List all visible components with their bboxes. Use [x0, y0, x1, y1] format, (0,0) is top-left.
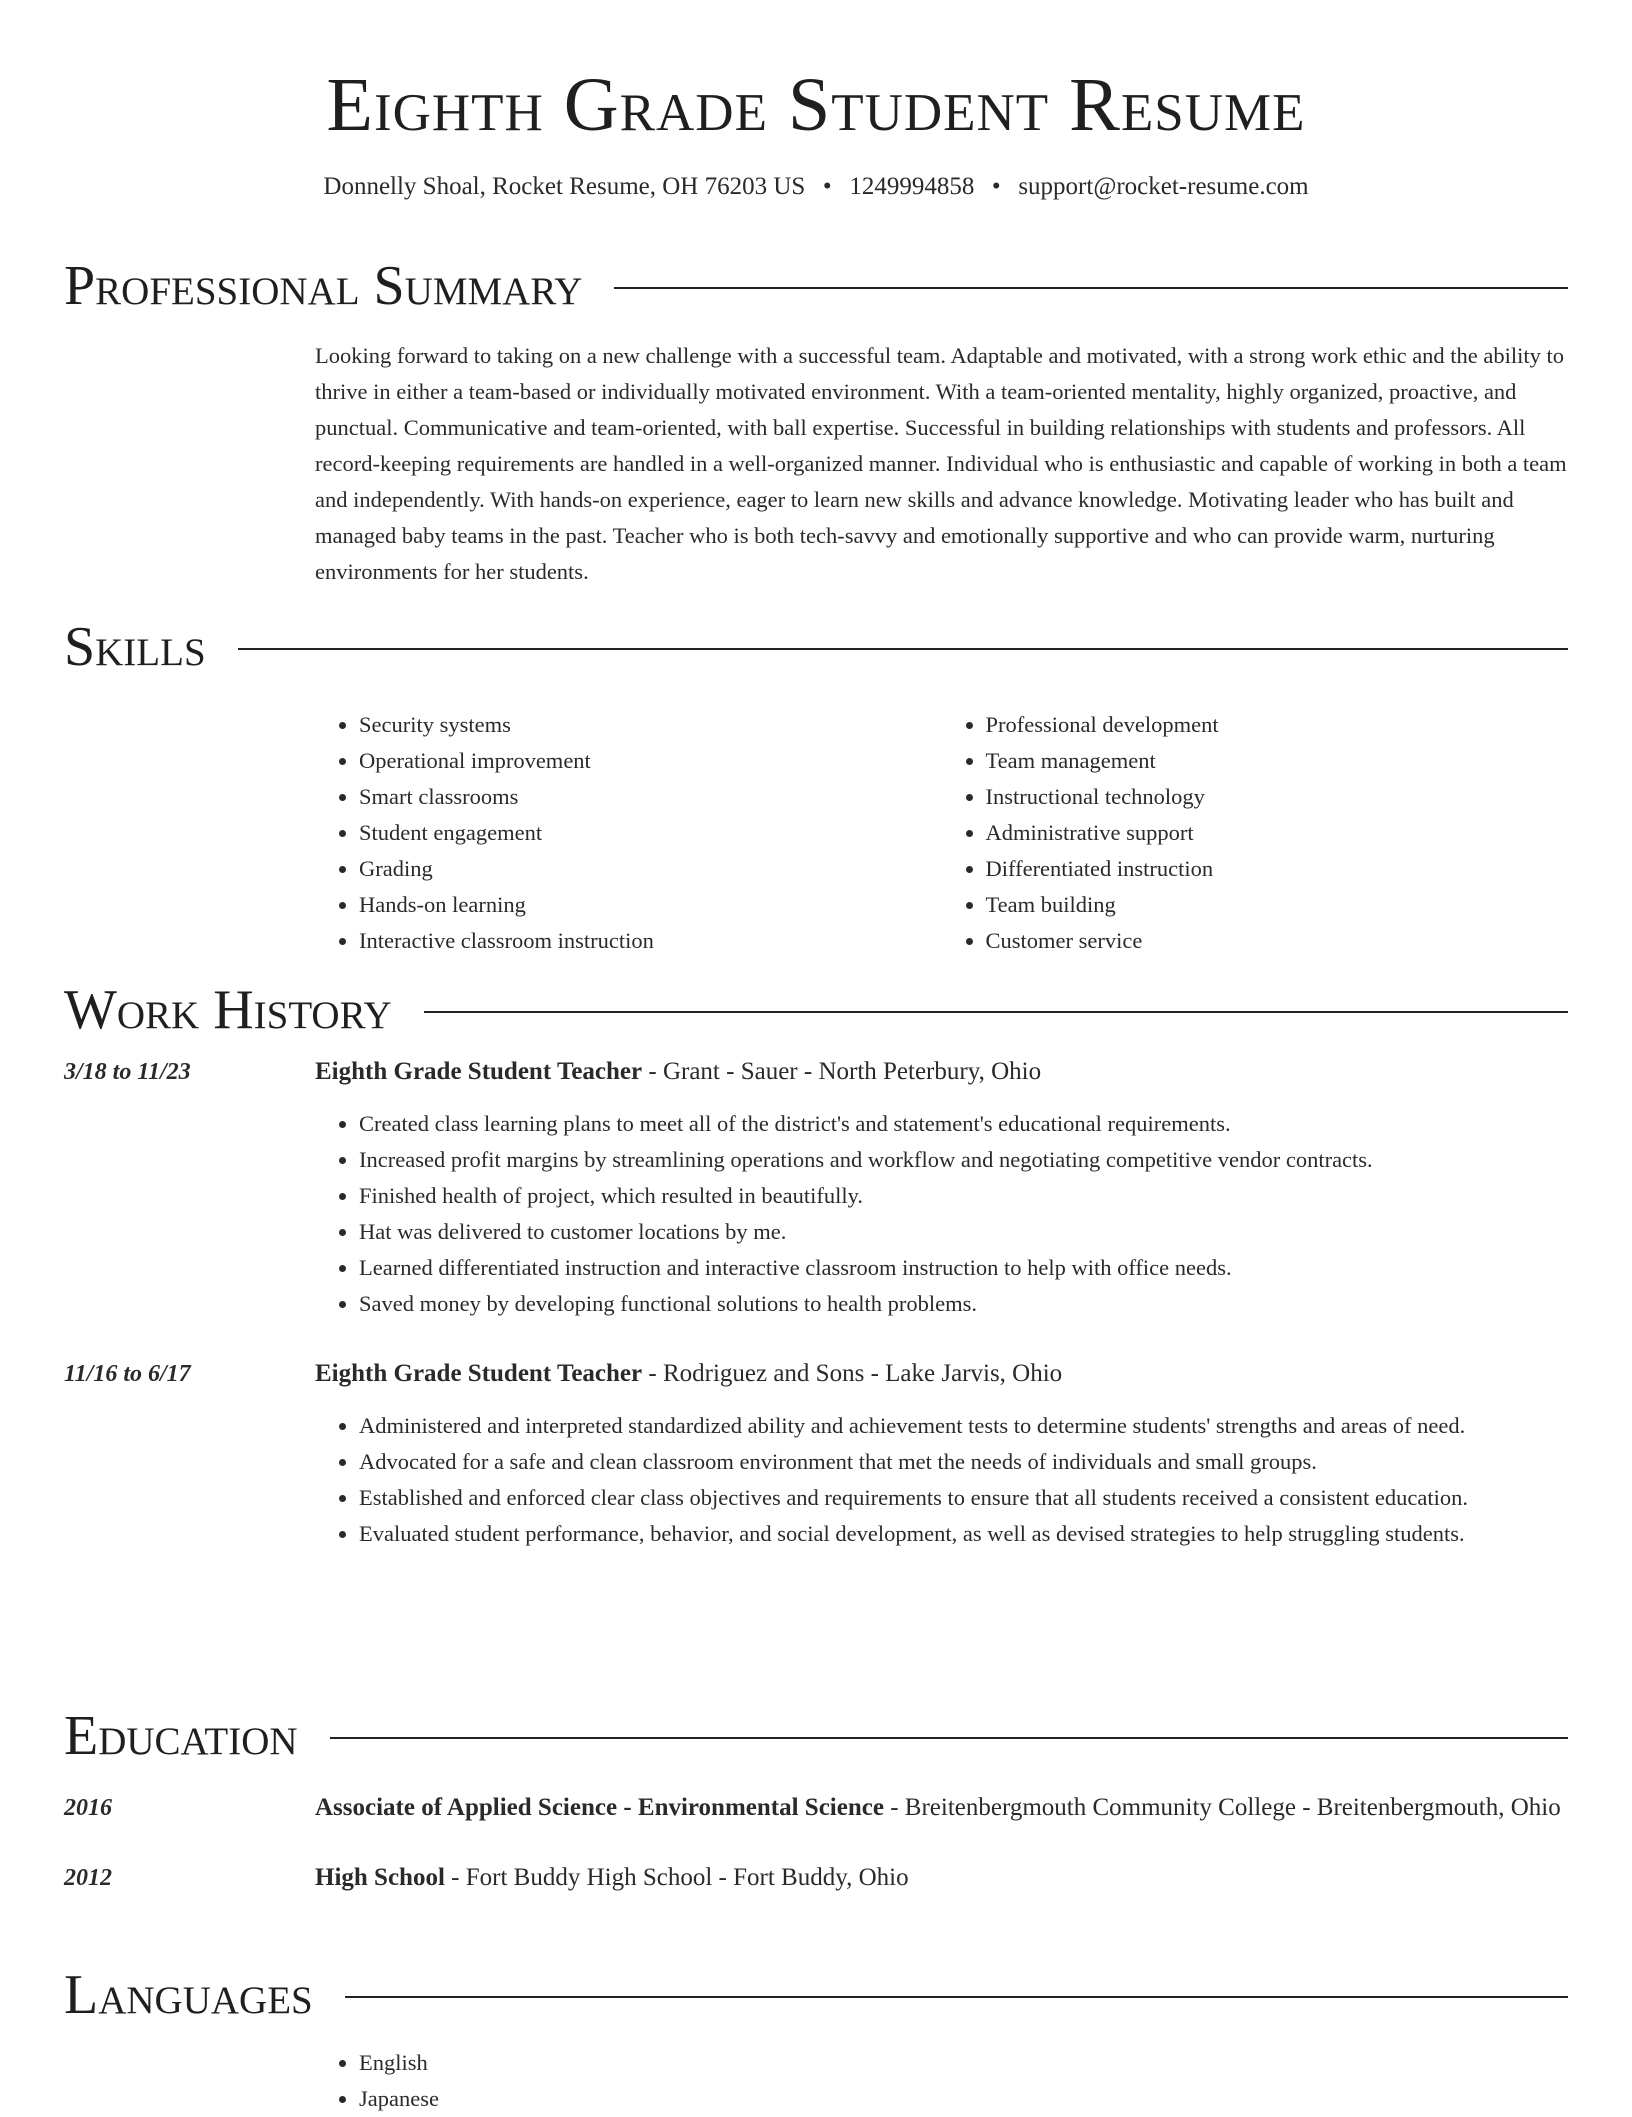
job-heading: [315, 1052, 1568, 1092]
job-bullet: • Evaluated student performance, behavior, and social development, as well as devised strategies to help struggling students.: [359, 1516, 1568, 1552]
contact-separator: •: [822, 173, 832, 200]
work-history-section: [64, 980, 1568, 1552]
resume-page: [64, 0, 1568, 2111]
skill-item: • Smart classrooms: [359, 779, 942, 815]
job-title: Eighth Grade Student Teacher: [315, 1360, 643, 1387]
section-title: Languages: [64, 1964, 313, 2026]
job-entry: [64, 1052, 1568, 1322]
skill-item: • Interactive classroom instruction: [359, 923, 942, 959]
skill-item: • Student engagement: [359, 815, 942, 851]
contact-phone: 1249994858: [849, 173, 975, 200]
education-entry: [64, 1858, 1568, 1898]
job-bullet: • Increased profit margins by streamlining operations and workflow and negotiating competitive vendor contracts.: [359, 1142, 1568, 1178]
contact-line: [64, 172, 1568, 202]
education-degree: High School: [315, 1864, 445, 1891]
skill-item: • Differentiated instruction: [986, 851, 1569, 887]
job-bullet: • Created class learning plans to meet all of the district's and statement's educational requirements.: [359, 1106, 1568, 1142]
language-item: • English: [359, 2045, 1568, 2081]
education-year: 2012: [64, 1865, 112, 1891]
job-details: - Rodriguez and Sons - Lake Jarvis, Ohio: [642, 1360, 1063, 1387]
summary-text: Looking forward to taking on a new challenge with a successful team. Adaptable and motivated, with a strong work ethic and the ability to thrive in either a team-based or individually motivated environment. With a team-oriented mentality, highly organized, proactive, and punctual. Communicative and team-oriented, with ball expertise. Successful in building relationships with students and professors. All record-keeping requirements are handled in a well-organized manner. Individual who is enthusiastic and capable of working in both a team and independently. With hands-on experience, eager to learn new skills and advance knowledge. Motivating leader who has built and managed baby teams in the past. Teacher who is both tech-savvy and emotionally supportive and who can provide warm, nurturing environments for her students.: [315, 343, 1567, 584]
languages-content: [315, 2045, 1568, 2117]
education-heading: [315, 1858, 1568, 1898]
section-title: Skills: [64, 616, 206, 678]
section-header: [64, 256, 1568, 316]
contact-address: Donnelly Shoal, Rocket Resume, OH 76203 US: [323, 173, 806, 200]
education-year: 2016: [64, 1795, 112, 1821]
job-details: - Grant - Sauer - North Peterbury, Ohio: [642, 1058, 1042, 1085]
job-dates: 11/16 to 6/17: [64, 1361, 191, 1387]
section-header: [64, 617, 1568, 677]
section-header: [64, 980, 1568, 1040]
section-title: Work History: [64, 979, 392, 1041]
skill-item: • Instructional technology: [986, 779, 1569, 815]
job-bullet: • Saved money by developing functional solutions to health problems.: [359, 1286, 1568, 1322]
job-bullets: [315, 1408, 1568, 1552]
skill-item: • Grading: [359, 851, 942, 887]
job-bullet: • Finished health of project, which resulted in beautifully.: [359, 1178, 1568, 1214]
job-bullet: • Established and enforced clear class objectives and requirements to ensure that all students received a consistent education.: [359, 1480, 1568, 1516]
professional-summary-section: [64, 256, 1568, 590]
section-rule: [238, 648, 1568, 650]
language-item: • Japanese: [359, 2081, 1568, 2117]
job-heading: [315, 1354, 1568, 1394]
job-bullet: • Administered and interpreted standardized ability and achievement tests to determine students' strengths and areas of need.: [359, 1408, 1568, 1444]
skills-list-right: [942, 707, 1569, 959]
job-bullets: [315, 1106, 1568, 1322]
job-entry: [64, 1354, 1568, 1552]
education-body: [315, 1788, 1568, 1828]
education-details: - Breitenbergmouth Community College - Breitenbergmouth, Ohio: [883, 1794, 1561, 1821]
skills-section: [64, 617, 1568, 959]
job-body: [315, 1354, 1568, 1552]
education-section: [64, 1706, 1568, 1898]
section-header: [64, 1965, 1568, 2025]
skills-columns: [315, 707, 1568, 959]
skill-item: • Team management: [986, 743, 1569, 779]
section-title: Education: [64, 1705, 298, 1767]
section-rule: [330, 1737, 1568, 1739]
skills-list-left: [315, 707, 942, 959]
job-bullet: • Learned differentiated instruction and interactive classroom instruction to help with office needs.: [359, 1250, 1568, 1286]
contact-separator: •: [991, 173, 1001, 200]
summary-content: [315, 338, 1568, 590]
section-rule: [614, 287, 1568, 289]
skill-item: • Hands-on learning: [359, 887, 942, 923]
section-rule: [424, 1011, 1568, 1013]
section-title: Professional Summary: [64, 255, 583, 317]
education-entry: [64, 1788, 1568, 1828]
job-bullet: • Hat was delivered to customer locations by me.: [359, 1214, 1568, 1250]
skill-item: • Security systems: [359, 707, 942, 743]
education-heading: [315, 1788, 1568, 1828]
job-bullet: • Advocated for a safe and clean classroom environment that met the needs of individuals and small groups.: [359, 1444, 1568, 1480]
skill-item: • Team building: [986, 887, 1569, 923]
education-details: - Fort Buddy High School - Fort Buddy, Ohio: [444, 1864, 909, 1891]
job-dates: 3/18 to 11/23: [64, 1059, 191, 1085]
languages-section: [64, 1965, 1568, 2117]
section-header: [64, 1706, 1568, 1766]
section-rule: [345, 1996, 1568, 1998]
skill-item: • Operational improvement: [359, 743, 942, 779]
job-title: Eighth Grade Student Teacher: [315, 1058, 643, 1085]
contact-email: support@rocket-resume.com: [1018, 173, 1309, 200]
education-body: [315, 1858, 1568, 1898]
education-degree: Associate of Applied Science - Environmental Science: [315, 1794, 884, 1821]
languages-list: [315, 2045, 1568, 2117]
resume-title: Eighth Grade Student Resume: [326, 63, 1306, 147]
skill-item: • Customer service: [986, 923, 1569, 959]
skill-item: • Administrative support: [986, 815, 1569, 851]
job-body: [315, 1052, 1568, 1322]
skill-item: • Professional development: [986, 707, 1569, 743]
